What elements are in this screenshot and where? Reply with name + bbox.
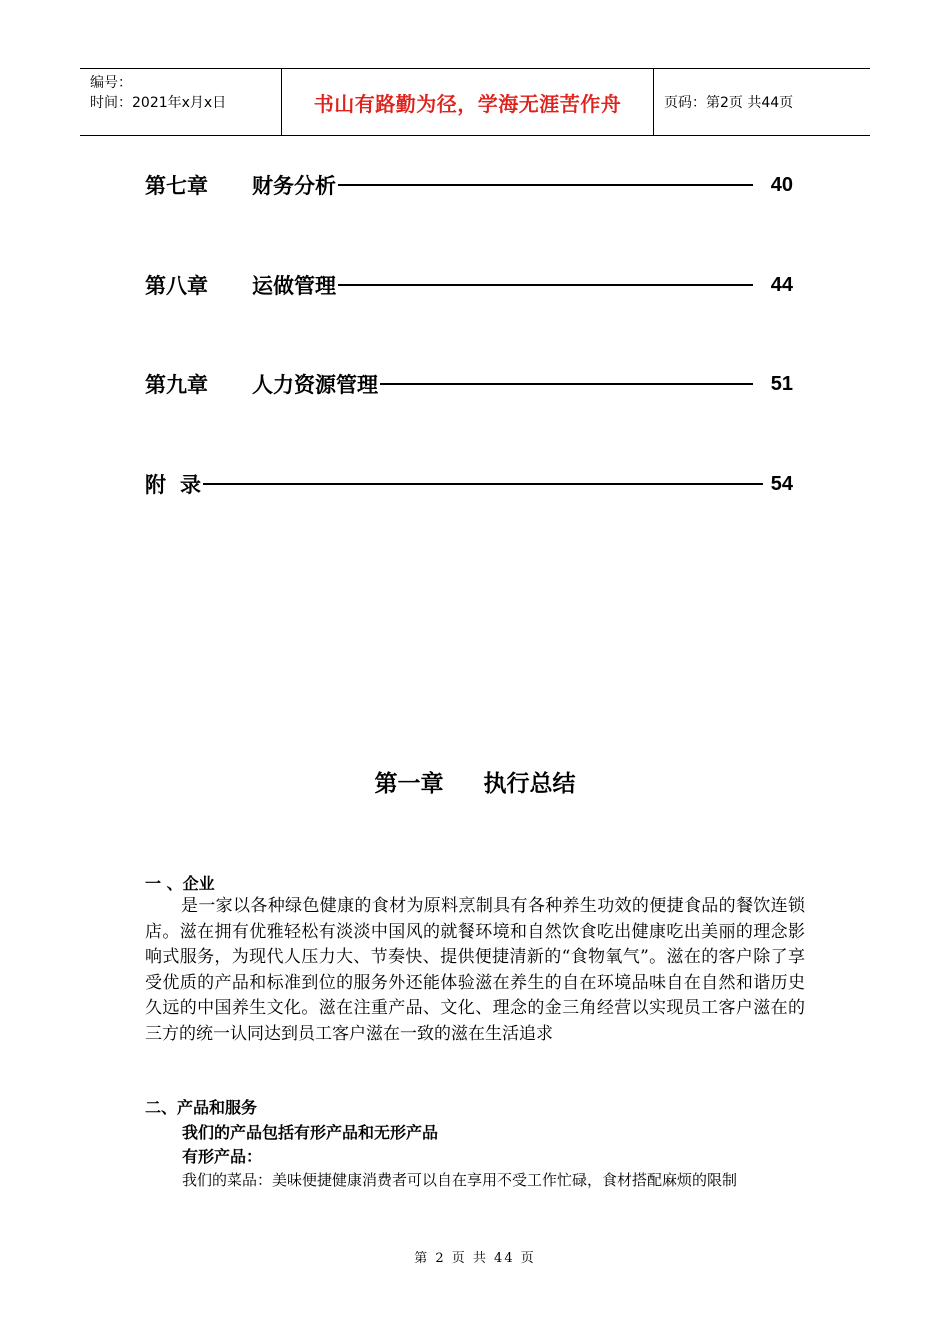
toc-appendix-title: 附录 (145, 473, 215, 497)
subsection-heading: 我们的产品包括有形产品和无形产品 (182, 1123, 439, 1142)
toc-page-number: 54 (770, 472, 793, 495)
subsection-heading: 有形产品： (182, 1147, 263, 1166)
toc-leader-line (338, 284, 753, 286)
toc-chapter-title: 运做管理 (252, 274, 336, 298)
toc-entry-appendix[interactable] (145, 469, 793, 499)
document-number-label: 编号： (90, 75, 132, 91)
header-meta (80, 69, 282, 135)
document-time-label: 时间：2021年x月x日 (90, 95, 227, 111)
toc-entry[interactable] (145, 170, 793, 200)
toc-entry[interactable] (145, 369, 793, 399)
toc-page-number: 40 (770, 173, 793, 196)
page-header (80, 68, 870, 136)
toc-chapter-number: 第七章 (145, 174, 208, 198)
toc-page-number: 44 (770, 273, 793, 296)
toc-entry[interactable] (145, 270, 793, 300)
toc-leader-line (203, 483, 763, 485)
page-footer: 第 2 页 共 44 页 (414, 1251, 536, 1266)
toc-chapter-number: 第九章 (145, 373, 208, 397)
section-paragraph: 是一家以各种绿色健康的食材为原料烹制具有各种养生功效的便捷食品的餐饮连锁店。滋在拥有优雅轻松有淡淡中国风的就餐环境和自然饮食吃出健康吃出美丽的理念影响式服务，为现代人压力大、节奏快、提供便捷清新的“食物氧气”。滋在的客户除了享受优质的产品和标准到位的服务外还能体验滋在养生的自在环境品味自在自然和谐历史久远的中国养生文化。滋在注重产品、文化、理念的金三角经营以实现员工客户滋在的三方的统一认同达到员工客户滋在一致的滋在生活追求 (145, 896, 805, 1044)
toc-chapter-title: 财务分析 (252, 174, 336, 198)
section-heading: 一 、企业 (145, 874, 215, 893)
header-page-info: 页码：第2页 共44页 (664, 95, 794, 111)
toc-leader-line (380, 383, 753, 385)
header-motto: 书山有路勤为径，学海无涯苦作舟 (282, 69, 654, 135)
toc-page-number: 51 (770, 372, 793, 395)
chapter-heading (0, 765, 950, 798)
toc-chapter-number: 第八章 (145, 274, 208, 298)
toc-leader-line (338, 184, 753, 186)
section-paragraph: 我们的菜品：美味便捷健康消费者可以自在享用不受工作忙碌，食材搭配麻烦的限制 (182, 1171, 738, 1189)
section-heading: 二、产品和服务 (145, 1098, 258, 1117)
toc-chapter-title: 人力资源管理 (252, 373, 378, 397)
chapter-number: 第一章 (374, 771, 444, 797)
chapter-title: 执行总结 (483, 771, 576, 797)
